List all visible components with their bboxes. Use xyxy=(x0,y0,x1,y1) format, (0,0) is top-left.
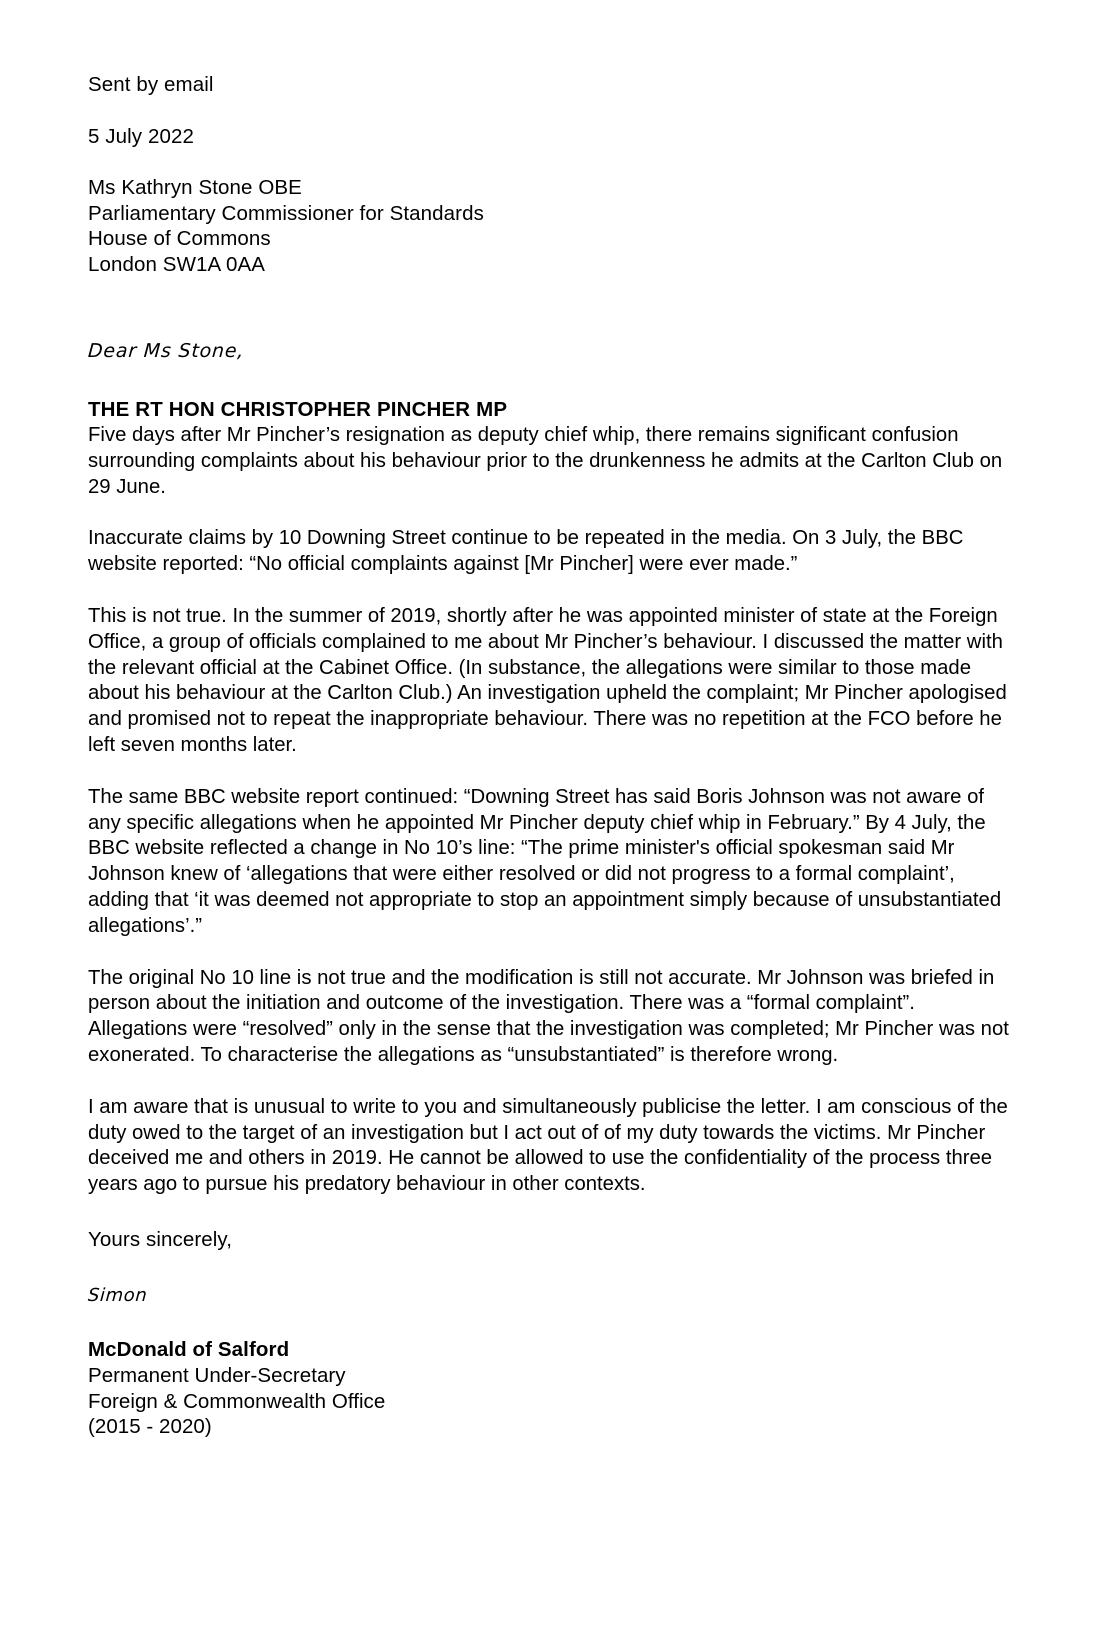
body-paragraph: The same BBC website report continued: “Downing Street has said Boris Johnson was not aware of any specific allegations when he appointed Mr Pincher deputy chief whip in February.” By 4 July, the BBC website reflected a change in No 10’s line: “The prime minister's official spokesman said Mr Johnson knew of ‘allegations that were either resolved or did not progress to a formal complaint’, adding that ‘it was deemed not appropriate to stop an appointment simply because of unsubstantiated allegations’.” xyxy=(88,785,1002,937)
recipient-title: Parliamentary Commissioner for Standards xyxy=(88,201,484,225)
body-paragraph: Five days after Mr Pincher’s resignation as deputy chief whip, there remains significant confusion surrounding complaints about his behaviour prior to the drunkenness he admits at the Carlton Club on 29 June. xyxy=(88,424,1003,498)
closing-salutation: Yours sincerely, xyxy=(88,1227,233,1251)
body-paragraph: The original No 10 line is not true and the modification is still not accurate. Mr Johnson was briefed in person about the initiation and outcome of the investigation. There was a “formal complaint”. Allegations were “resolved” only in the sense that the investigation was completed; Mr Pincher was not exonerated. To characterise the allegations as “unsubstantiated” is therefore wrong. xyxy=(88,966,1009,1066)
letter-body xyxy=(88,72,1018,1440)
signer-name: McDonald of Salford xyxy=(88,1338,290,1362)
body-paragraph: Inaccurate claims by 10 Downing Street continue to be repeated in the media. On 3 July, the BBC website reported: “No official complaints against [Mr Pincher] were ever made.” xyxy=(88,527,964,576)
signer-organisation: Foreign & Commonwealth Office xyxy=(88,1389,386,1413)
recipient-organisation: House of Commons xyxy=(88,227,271,250)
signer-role: Permanent Under-Secretary xyxy=(88,1364,346,1388)
sent-by-email-note: Sent by email xyxy=(88,73,214,96)
signoff-block xyxy=(88,1337,1018,1440)
letter-date: 5 July 2022 xyxy=(88,124,194,148)
recipient-address: London SW1A 0AA xyxy=(88,252,266,276)
body-paragraph: This is not true. In the summer of 2019, shortly after he was appointed minister of state at the Foreign Office, a group of officials complained to me about Mr Pincher’s behaviour. I discussed the matter with the relevant official at the Cabinet Office. (In substance, the allegations were similar to those made about his behaviour at the Carlton Club.) An investigation upheld the complaint; Mr Pincher apologised and promised not to repeat the inappropriate behaviour. There was no repetition at the FCO before he left seven months later. xyxy=(88,604,1007,756)
recipient-address-block xyxy=(88,175,1018,277)
signer-tenure: (2015 - 2020) xyxy=(88,1415,212,1439)
subject-heading: THE RT HON CHRISTOPHER PINCHER MP xyxy=(88,398,508,421)
handwritten-salutation: Dear Ms Stone, xyxy=(87,340,246,362)
handwritten-signature: Simon xyxy=(87,1285,149,1307)
recipient-name: Ms Kathryn Stone OBE xyxy=(88,176,302,199)
body-paragraph: I am aware that is unusual to write to you and simultaneously publicise the letter. I am conscious of the duty owed to the target of an investigation but I act out of of my duty towards the victims. Mr Pincher deceived me and others in 2019. He cannot be allowed to use the confidentiality of the process three years ago to pursue his predatory behaviour in other contexts. xyxy=(88,1095,1008,1196)
